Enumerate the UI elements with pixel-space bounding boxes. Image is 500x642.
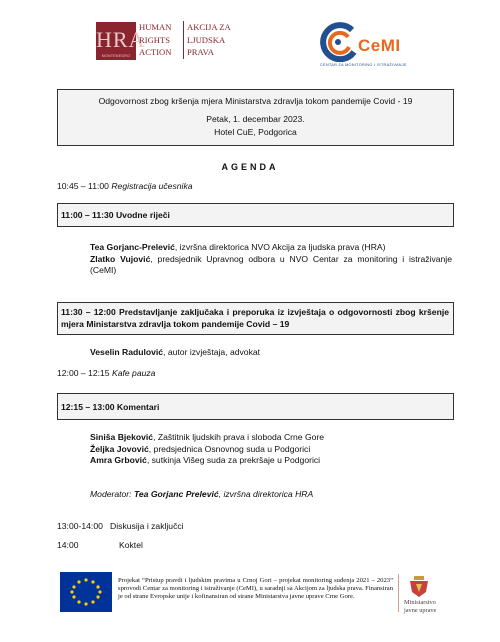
speaker-line xyxy=(90,444,324,456)
speaker-name: Zlatko Vujović xyxy=(90,253,151,264)
speaker-role: , Zaštitnik ljudskih prava i sloboda Crne Gore xyxy=(153,432,325,442)
cemi-logo-icon xyxy=(318,22,362,62)
funding-statement: Projekat “Pristup pravdi i ljudskim pravima u Crnoj Gori – projekat monitoring suđenja 2021 – 2023” sprovodi Centar za monitoring i istraživanje (CeMI), u saradnji sa Akcijom za ljudska prava. Finansiran je od strane Evropske unije i kofinansiran od strane Ministarstva javne uprave Crne Gore. xyxy=(118,577,393,601)
speaker-name: Tea Gorjanc-Prelević xyxy=(90,242,175,252)
speaker-name: Željka Jovović xyxy=(90,443,149,454)
cemi-logo-subtitle: CENTAR ZA MONITORING I ISTRAŽIVANJE xyxy=(320,63,407,67)
section-opening-box xyxy=(57,203,454,227)
hra-logo-words-me xyxy=(183,21,231,59)
coffee-text: Kafe pauza xyxy=(111,368,156,378)
speaker-role: , predsjednik Upravnog odbora u NVO Centar za monitoring i istraživanje (CeMI) xyxy=(90,253,452,275)
hra-word: ACTION xyxy=(139,47,172,57)
speaker-role: , izvršna direktorica NVO Akcija za ljudska prava (HRA) xyxy=(174,242,386,252)
registration-text: Registracija učesnika xyxy=(111,181,193,191)
presentation-speaker xyxy=(90,347,260,359)
section-presentation-title: 11:30 – 12:00 Predstavljanje zaključaka i preporuka iz izvještaja o odgovornosti zbog kršenje mjera Ministarstva zdravlja tokom pandemije Covid – 19 xyxy=(61,307,449,329)
hra-logo-letters: HRA xyxy=(96,27,146,52)
discussion-text: Diskusija i zaključci xyxy=(110,521,184,531)
speaker-line xyxy=(90,455,324,467)
speaker-role: , sutkinja Višeg suda za prekršaje u Podgorici xyxy=(146,455,321,465)
speaker-line xyxy=(90,254,452,277)
section-opening-title: 11:00 – 11:30 Uvodne riječi xyxy=(61,210,170,220)
registration-time: 10:45 – 11:00 xyxy=(57,181,109,191)
eu-flag-icon xyxy=(60,572,112,612)
section-comments-title: 12:15 – 13:00 Komentari xyxy=(61,402,160,412)
speaker-name: Amra Grbović xyxy=(90,455,147,465)
discussion-time: 13:00-14:00 xyxy=(57,521,103,531)
hra-logo-subline: MONTENEGRO xyxy=(101,54,131,58)
event-date: Petak, 1. decembar 2023. xyxy=(206,114,305,124)
cocktail-time: 14:00 xyxy=(57,540,79,550)
hra-word: LJUDSKA xyxy=(187,34,226,45)
hra-word: HUMAN xyxy=(139,22,172,32)
montenegro-coat-of-arms-icon xyxy=(408,574,430,598)
footer-divider xyxy=(398,574,399,612)
coffee-break-line xyxy=(57,368,155,380)
event-header-box xyxy=(57,89,454,146)
speaker-name: Veselin Radulović xyxy=(90,347,164,357)
hra-word: AKCIJA ZA xyxy=(187,22,231,32)
hra-logo-mark xyxy=(96,22,146,60)
discussion-line xyxy=(57,521,184,533)
moderator-label: Moderator: xyxy=(90,489,132,499)
opening-speakers xyxy=(90,242,452,277)
hra-word: PRAVA xyxy=(187,47,214,57)
event-title: Odgovornost zbog kršenja mjera Ministarstva zdravlja tokom pandemije Covid - 19 xyxy=(98,96,413,106)
moderator-role: , izvršna direktorica HRA xyxy=(218,489,314,499)
section-presentation-box xyxy=(57,302,454,335)
hra-logo-words-en xyxy=(139,21,171,59)
ministry-line: javne uprave xyxy=(404,606,437,614)
speaker-line xyxy=(90,242,452,254)
speaker-role: , autor izvještaja, advokat xyxy=(163,347,261,357)
cocktail-text: Koktel xyxy=(119,540,143,550)
coffee-time: 12:00 – 12:15 xyxy=(57,368,110,378)
hra-word: RIGHTS xyxy=(139,34,171,45)
moderator-name: Tea Gorjanc Prelević xyxy=(133,489,219,499)
ministry-line: Ministarstvo xyxy=(404,599,436,606)
speaker-line xyxy=(90,432,324,444)
agenda-heading: AGENDA xyxy=(221,162,279,172)
speaker-name: Siniša Bjeković xyxy=(90,432,154,442)
speaker-role: , predsjednica Osnovnog suda u Podgorici xyxy=(148,443,311,454)
comments-speakers xyxy=(90,432,324,467)
moderator-line xyxy=(90,489,313,501)
ministry-name xyxy=(404,599,436,614)
registration-line xyxy=(57,181,193,193)
event-venue: Hotel CuE, Podgorica xyxy=(214,127,297,137)
section-comments-box xyxy=(57,393,454,420)
cemi-logo-text: CeMI xyxy=(358,36,401,55)
